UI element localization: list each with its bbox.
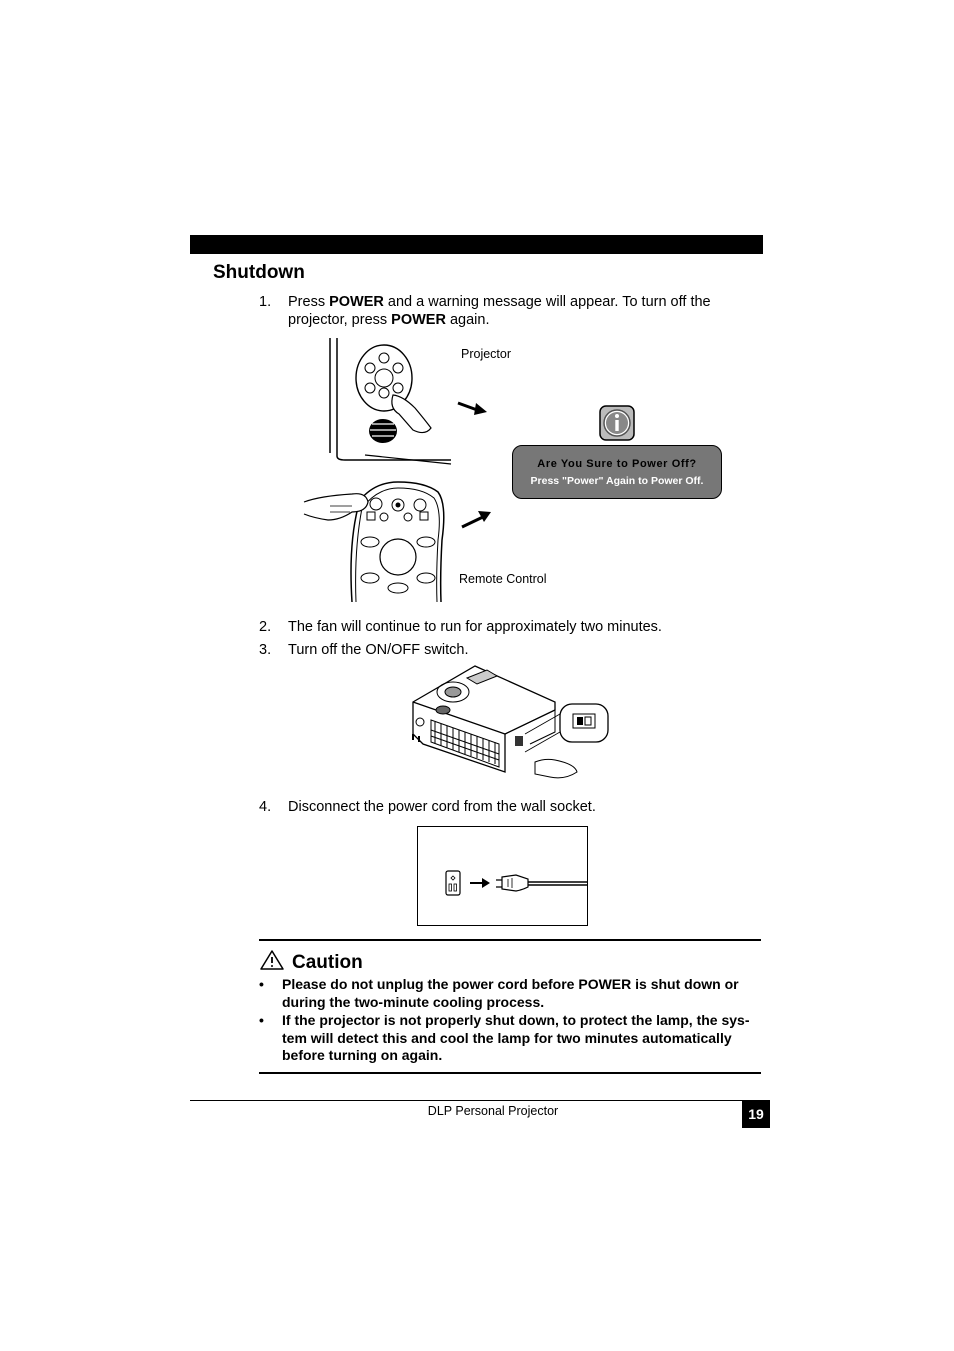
- power-cord-figure: [417, 826, 588, 926]
- step-3: [259, 641, 739, 661]
- arrow-up-right-icon: [460, 508, 494, 530]
- step-number: 3.: [259, 642, 272, 658]
- step-1: [259, 293, 739, 333]
- step-text: Disconnect the power cord from the wall socket.: [288, 799, 596, 815]
- remote-control-label: Remote Control: [459, 572, 547, 586]
- caution-bullet-2: [259, 1012, 764, 1066]
- projector-panel-illustration: [325, 338, 455, 468]
- caution-bullet-1: [259, 976, 764, 1012]
- step-number: 2.: [259, 619, 272, 635]
- step-text: The fan will continue to run for approximately two minutes.: [288, 619, 662, 635]
- caution-bottom-rule: [259, 1072, 761, 1074]
- info-icon: [599, 405, 635, 441]
- step-4: [259, 798, 739, 818]
- power-keyword: POWER: [391, 312, 446, 328]
- step-text-line2: projector, press POWER again.: [288, 312, 490, 328]
- bullet-line: during the two-minute cooling process.: [282, 993, 545, 1010]
- caution-heading: [259, 949, 363, 977]
- power-keyword: POWER: [329, 294, 384, 310]
- step-2: [259, 618, 739, 638]
- power-plug-illustration: [438, 869, 588, 899]
- bullet-mark: •: [259, 976, 264, 992]
- projector-label: Projector: [461, 347, 512, 361]
- page-number: 19: [742, 1100, 770, 1128]
- bullet-line: If the projector is not properly shut down, to protect the lamp, the sys-: [282, 1012, 750, 1028]
- dialog-line2: Press "Power" Again to Power Off.: [530, 475, 704, 487]
- step-text-line1: Press POWER and a warning message will appear. To turn off the: [288, 294, 711, 310]
- section-title: Shutdown: [213, 262, 305, 283]
- remote-control-illustration: [300, 480, 450, 605]
- warning-triangle-icon: [259, 949, 285, 971]
- bullet-mark: •: [259, 1012, 264, 1028]
- bullet-line: before turning on again.: [282, 1047, 443, 1063]
- header-bar: [190, 235, 763, 254]
- bullet-line: tem will detect this and cool the lamp for two minutes automatically: [282, 1029, 732, 1046]
- step-text: Turn off the ON/OFF switch.: [288, 642, 469, 658]
- footer-title: DLP Personal Projector: [427, 1104, 559, 1118]
- projector-switch-illustration: [405, 662, 615, 784]
- bullet-line: Please do not unplug the power cord before POWER is shut down or: [282, 976, 739, 992]
- power-off-dialog: [512, 445, 722, 499]
- step-number: 4.: [259, 799, 272, 815]
- caution-top-rule: [259, 939, 761, 941]
- dialog-line1: Are You Sure to Power Off?: [537, 458, 697, 470]
- step-number: 1.: [259, 294, 272, 310]
- footer-rule: [190, 1100, 763, 1101]
- caution-title: Caution: [292, 952, 363, 973]
- arrow-right-icon: [456, 400, 490, 418]
